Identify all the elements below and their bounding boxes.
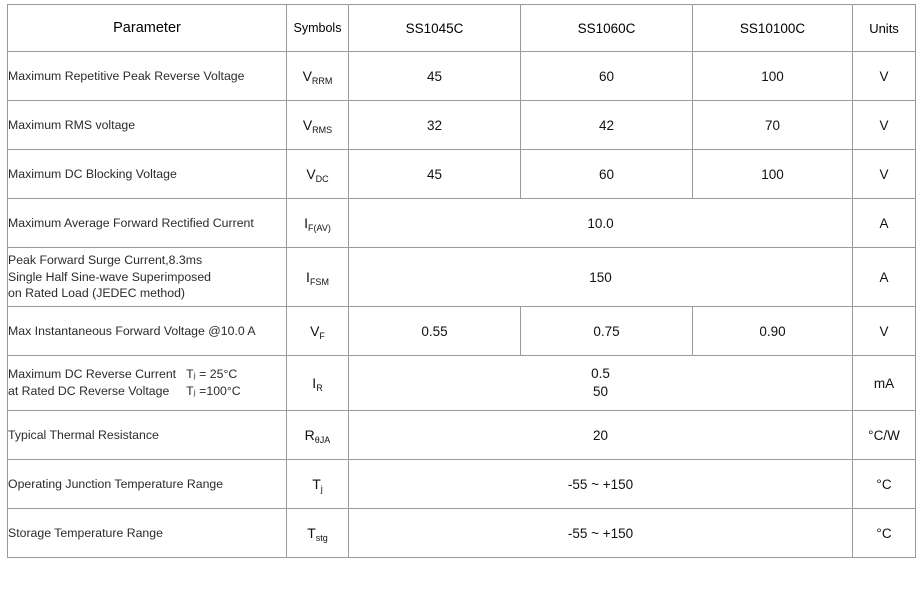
table-row (8, 101, 916, 150)
table-row (8, 307, 916, 356)
row-parameter: Max Instantaneous Forward Voltage @10.0 A (8, 307, 287, 356)
symbol-base: V (302, 117, 313, 133)
table-row (8, 52, 916, 101)
row-parameter-line: Single Half Sine-wave Superimposed (8, 269, 212, 284)
table-row (8, 509, 916, 558)
row-parameter: Maximum Repetitive Peak Reverse Voltage (8, 52, 287, 101)
header-part-ss10100c: SS10100C (693, 5, 853, 52)
symbol-subscript: j (320, 484, 323, 494)
header-part-ss1060c: SS1060C (521, 5, 693, 52)
row-symbol (287, 356, 349, 411)
row-symbol (287, 460, 349, 509)
row-value-ss10100c: 100 (693, 52, 853, 101)
row-value-ss1045c: 0.55 (349, 307, 521, 356)
symbol-subscript: FSM (309, 277, 329, 287)
row-symbol (287, 307, 349, 356)
symbol-subscript: RRM (311, 76, 333, 86)
symbol-subscript: θJA (314, 435, 331, 445)
row-unit: V (853, 52, 916, 101)
row-parameter: Maximum RMS voltage (8, 101, 287, 150)
row-value-merged: -55 ~ +150 (349, 460, 853, 509)
row-value-ss1045c: 45 (349, 52, 521, 101)
row-value-ss1060c: 0.75 (521, 307, 693, 356)
row-value-ss10100c: 100 (693, 150, 853, 199)
symbol-base: R (304, 427, 315, 443)
row-parameter: Operating Junction Temperature Range (8, 460, 287, 509)
row-condition-line: Tⱼ = 25°C (186, 367, 238, 381)
row-symbol (287, 150, 349, 199)
symbol-base: I (312, 375, 317, 391)
row-unit: °C/W (853, 411, 916, 460)
symbol-subscript: R (316, 383, 323, 393)
row-value-ss1045c: 32 (349, 101, 521, 150)
symbol-base: I (306, 269, 310, 285)
row-unit: A (853, 199, 916, 248)
row-unit: °C (853, 509, 916, 558)
row-parameter (8, 356, 287, 411)
table-row (8, 460, 916, 509)
table-header-row (8, 5, 916, 52)
row-parameter: Storage Temperature Range (8, 509, 287, 558)
header-symbols: Symbols (287, 5, 349, 52)
row-unit: V (853, 101, 916, 150)
row-value-ss10100c: 70 (693, 101, 853, 150)
row-parameter-line: Maximum DC Reverse Current (8, 367, 177, 381)
row-parameter: Maximum Average Forward Rectified Current (8, 199, 287, 248)
row-value-ss1060c: 42 (521, 101, 693, 150)
symbol-subscript: RMS (312, 125, 333, 135)
row-symbol (287, 199, 349, 248)
header-units: Units (853, 5, 916, 52)
symbol-base: V (302, 68, 312, 84)
row-symbol (287, 509, 349, 558)
table-header (8, 5, 916, 52)
row-value-ss1045c: 45 (349, 150, 521, 199)
row-condition-line: Tⱼ =100°C (186, 384, 241, 398)
row-parameter-line: on Rated Load (JEDEC method) (8, 286, 186, 301)
row-unit: A (853, 248, 916, 307)
symbol-subscript: F(AV) (308, 223, 331, 233)
row-value-line: 50 (592, 384, 609, 399)
table-row (8, 248, 916, 307)
row-symbol (287, 52, 349, 101)
symbol-subscript: F (319, 331, 325, 341)
symbol-subscript: DC (315, 174, 329, 184)
row-value-merged: 150 (349, 248, 853, 307)
row-parameter: Typical Thermal Resistance (8, 411, 287, 460)
row-parameter-line: Peak Forward Surge Current,8.3ms (8, 253, 203, 268)
table-body (8, 52, 916, 558)
datasheet-spec-sheet (0, 4, 922, 592)
header-parameter: Parameter (8, 5, 287, 52)
symbol-subscript: stg (315, 533, 328, 543)
symbol-base: V (310, 323, 320, 339)
table-row (8, 150, 916, 199)
row-unit: °C (853, 460, 916, 509)
row-value-merged: 10.0 (349, 199, 853, 248)
table-row (8, 199, 916, 248)
row-value-merged (349, 356, 853, 411)
row-unit: V (853, 307, 916, 356)
row-value-line: 0.5 (591, 366, 610, 381)
row-symbol (287, 411, 349, 460)
electrical-characteristics-table (7, 4, 916, 558)
row-value-ss1060c: 60 (521, 52, 693, 101)
row-value-merged: 20 (349, 411, 853, 460)
row-value-merged: -55 ~ +150 (349, 509, 853, 558)
row-parameter (8, 248, 287, 307)
row-symbol (287, 101, 349, 150)
row-symbol (287, 248, 349, 307)
symbol-base: V (306, 166, 316, 182)
row-value-ss1060c: 60 (521, 150, 693, 199)
row-parameter-line: at Rated DC Reverse Voltage (8, 384, 170, 398)
row-parameter: Maximum DC Blocking Voltage (8, 150, 287, 199)
row-unit: mA (853, 356, 916, 411)
symbol-base: T (307, 525, 316, 541)
table-row (8, 411, 916, 460)
row-unit: V (853, 150, 916, 199)
symbol-base: T (312, 476, 321, 492)
header-part-ss1045c: SS1045C (349, 5, 521, 52)
row-value-ss10100c: 0.90 (693, 307, 853, 356)
symbol-base: I (304, 215, 309, 231)
table-row (8, 356, 916, 411)
